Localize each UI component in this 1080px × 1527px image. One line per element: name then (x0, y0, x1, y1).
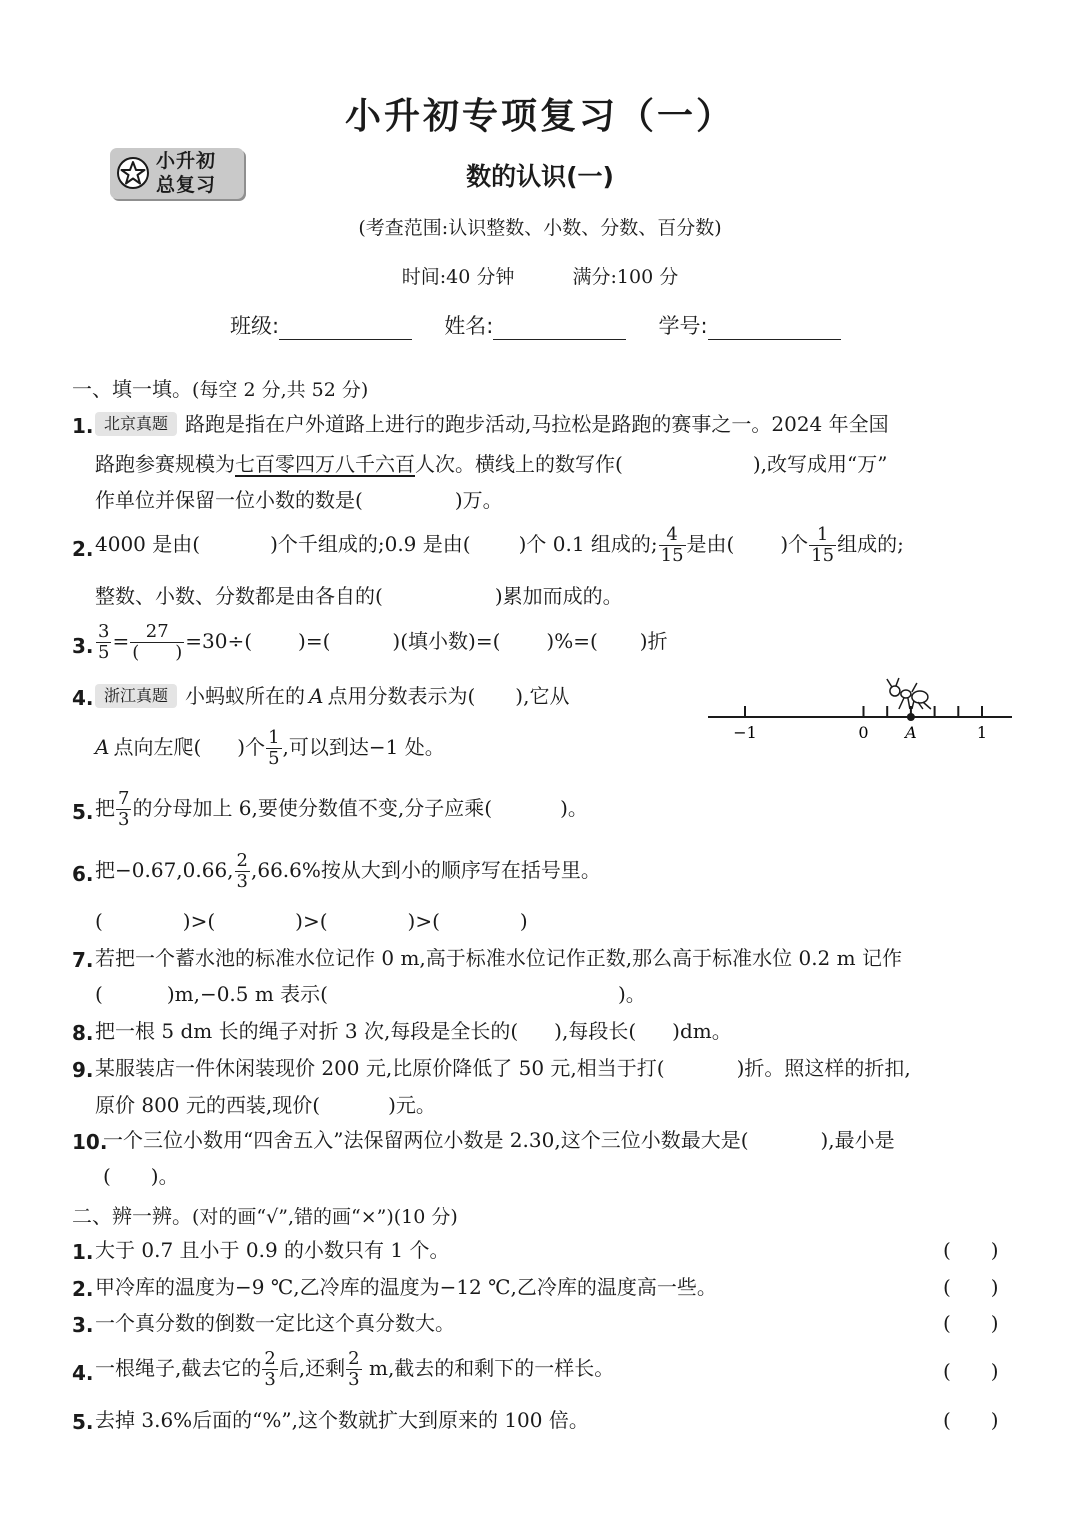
q10-line-2[interactable]: ( )。 (103, 1164, 179, 1188)
q3-text-2: )=( (298, 629, 331, 653)
judge-4-number: 4. (72, 1361, 94, 1385)
q5-text-1: 把 (95, 796, 115, 820)
judge-4-text-3: m,截去的和剩下的一样长。 (362, 1356, 615, 1380)
q3-equals: = (112, 629, 130, 653)
judge-5-answer[interactable]: ( ) (943, 1408, 999, 1432)
q5-number: 5. (72, 800, 94, 824)
judge-4-frac1-num: 2 (264, 1348, 276, 1369)
page-title: 小升初专项复习（一） (344, 96, 735, 137)
q8-line (95, 1013, 732, 1049)
q10-number: 10. (72, 1130, 108, 1154)
section-1-heading (72, 373, 368, 402)
q6-answer-line[interactable]: ( )>( )>( )>( ) (95, 909, 528, 933)
name-label: 姓名: (444, 314, 494, 338)
q6-frac-num: 2 (236, 850, 248, 871)
q6-text-2: ,66.6%按从大到小的顺序写在括号里。 (251, 858, 601, 882)
q8-number: 8. (72, 1021, 94, 1045)
q3-line (95, 622, 668, 663)
q9-line-1 (95, 1050, 911, 1086)
q2-number: 2. (72, 537, 94, 561)
q9-number: 9. (72, 1058, 94, 1082)
judge-1-number: 1. (72, 1240, 94, 1264)
q3-fraction-27 (130, 622, 184, 663)
judge-4-answer[interactable]: ( ) (943, 1359, 999, 1383)
q2-text-1: 4000 是由( (95, 532, 201, 556)
judge-1-text: 大于 0.7 且小于 0.9 的小数只有 1 个。 (95, 1238, 450, 1262)
q2-line-2 (95, 578, 623, 614)
judge-2-text: 甲冷库的温度为−9 ℃,乙冷库的温度为−12 ℃,乙冷库的温度高一些。 (95, 1275, 717, 1299)
section-1-note: (每空 2 分,共 52 分) (192, 379, 369, 401)
section-1-title: 一、填一填。 (72, 377, 192, 401)
judge-2-number: 2. (72, 1277, 94, 1301)
q3-frac2-den[interactable]: ( ) (132, 642, 183, 663)
q7-text-1: ( (95, 982, 103, 1006)
q2-text-8: )累加而成的。 (494, 584, 623, 608)
q6-number: 6. (72, 862, 94, 886)
badge-line-1: 小升初 (156, 150, 217, 172)
q10-text-2: ),最小是 (820, 1128, 895, 1152)
q8-text-3: )dm。 (672, 1019, 732, 1043)
q7-line-1: 若把一个蓄水池的标准水位记作 0 m,高于标准水位记作正数,那么高于标准水位 0.2 m 记作 (95, 946, 902, 970)
q2-fraction-1-15 (809, 525, 836, 566)
q2-fraction-4-15 (659, 525, 686, 566)
time-limit: 时间:40 分钟 (401, 266, 515, 288)
exam-scope: (考查范围:认识整数、小数、分数、百分数) (358, 217, 722, 239)
q1-tag: 北京真题 (95, 412, 177, 436)
q2-text-3: )个 0.1 组成的; (518, 532, 658, 556)
q2-frac1-den: 15 (660, 545, 684, 566)
q4-point-a-2: A (95, 735, 110, 759)
q2-line-1 (95, 525, 904, 566)
q1-line-1 (95, 406, 889, 442)
q6-text-1: 把−0.67,0.66, (95, 858, 234, 882)
judge-1-answer[interactable]: ( ) (943, 1238, 999, 1262)
judge-5-number: 5. (72, 1410, 94, 1434)
q1-text-2a: 路跑参赛规模为 (95, 452, 235, 476)
judge-3-answer[interactable]: ( ) (943, 1311, 999, 1335)
q3-frac2-num: 27 (130, 622, 184, 643)
judge-4-frac1-den: 3 (264, 1369, 276, 1390)
label-1: 1 (976, 723, 988, 742)
q2-text-7: 整数、小数、分数都是由各自的( (95, 584, 383, 608)
q3-text-5: )折 (639, 629, 668, 653)
page-subtitle: 数的认识(一) (466, 162, 614, 191)
judge-4-text (95, 1349, 614, 1390)
q6-line-1 (95, 851, 601, 892)
label-a: A (905, 723, 917, 742)
q2-text-6: 组成的; (837, 532, 904, 556)
q1-text-1: 路跑是指在户外道路上进行的跑步活动,马拉松是路跑的赛事之一。2024 年全国 (185, 412, 889, 436)
judge-3-number: 3. (72, 1313, 94, 1337)
q4-fraction-1-5 (266, 728, 281, 769)
q7-text-3: )。 (617, 982, 646, 1006)
q9-line-2 (95, 1087, 436, 1123)
q4-frac-num: 1 (268, 727, 280, 748)
q1-line-2 (95, 446, 887, 482)
q8-text-2: ),每段长( (554, 1019, 637, 1043)
judge-4-fraction-1 (262, 1349, 277, 1390)
q8-text-1: 把一根 5 dm 长的绳子对折 3 次,每段是全长的( (95, 1019, 519, 1043)
q3-fraction-3-5 (96, 622, 111, 663)
label-0: 0 (858, 723, 869, 742)
q1-text-2c: ),改写成用“万” (752, 452, 888, 476)
q2-frac1-num: 4 (659, 525, 686, 546)
class-field[interactable] (279, 317, 412, 340)
q4-text-6: ,可以到达−1 处。 (282, 735, 445, 759)
q2-frac2-den: 15 (811, 545, 835, 566)
q9-text-1: 某服装店一件休闲装现价 200 元,比原价降低了 50 元,相当于打( (95, 1056, 665, 1080)
name-field[interactable] (493, 317, 626, 340)
q7-number: 7. (72, 948, 94, 972)
q4-text-5: )个 (237, 735, 266, 759)
q4-text-3: ),它从 (515, 684, 570, 708)
q5-text-2: 的分母加上 6,要使分数值不变,分子应乘( (132, 796, 493, 820)
q10-text-1: 一个三位小数用“四舍五入”法保留两位小数是 2.30,这个三位小数最大是( (103, 1128, 749, 1152)
q4-frac-den: 5 (268, 748, 280, 769)
q4-text-4: 点向左爬( (113, 735, 202, 759)
q3-number: 3. (72, 634, 94, 658)
q6-fraction-2-3 (235, 851, 250, 892)
q4-line-1 (95, 678, 569, 714)
judge-4-text-2: 后,还剩 (278, 1356, 346, 1380)
judge-4-frac2-num: 2 (348, 1348, 360, 1369)
judge-3-text: 一个真分数的倒数一定比这个真分数大。 (95, 1311, 455, 1335)
q1-number: 1. (72, 414, 94, 438)
q7-text-2: )m,−0.5 m 表示( (166, 982, 328, 1006)
judge-4-text-1: 一根绳子,截去它的 (95, 1356, 262, 1380)
q3-text-4: )%=( (546, 629, 598, 653)
student-info (230, 310, 841, 340)
q3-frac1-num: 3 (98, 621, 110, 642)
q3-text-1: =30÷( (185, 629, 253, 653)
q5-fraction-7-3 (116, 789, 131, 830)
q1-line-3 (95, 482, 503, 518)
q3-frac1-den: 5 (98, 642, 110, 663)
q9-text-2: )折。照这样的折扣, (736, 1056, 911, 1080)
section-2-heading (72, 1200, 458, 1229)
judge-4-frac2-den: 3 (348, 1369, 360, 1390)
q1-text-3b: )万。 (454, 488, 503, 512)
q4-point-a: A (309, 684, 324, 708)
q1-underlined-number: 七百零四万八千六百 (235, 452, 415, 476)
q10-line-1 (103, 1122, 895, 1158)
q5-frac-den: 3 (118, 809, 130, 830)
label-minus-1: −1 (733, 723, 757, 742)
badge-line-2: 总复习 (156, 174, 217, 196)
exam-meta (0, 262, 1080, 289)
q4-line-2 (95, 728, 445, 769)
judge-2-answer[interactable]: ( ) (943, 1275, 999, 1299)
q5-line (95, 789, 588, 830)
judge-4-fraction-2 (346, 1349, 361, 1390)
ant-icon (887, 678, 931, 709)
student-id-label: 学号: (658, 314, 708, 338)
q2-frac2-num: 1 (809, 525, 836, 546)
q3-text-3: )(填小数)=( (392, 629, 501, 653)
section-2-note: (对的画“√”,错的画“×”)(10 分) (192, 1206, 458, 1228)
class-label: 班级: (230, 314, 280, 338)
q4-number: 4. (72, 686, 94, 710)
judge-5-text: 去掉 3.6%后面的“%”,这个数就扩大到原来的 100 倍。 (95, 1408, 589, 1432)
q7-line-2 (95, 976, 646, 1012)
full-score: 满分:100 分 (572, 266, 679, 288)
q2-text-2: )个千组成的;0.9 是由( (270, 532, 471, 556)
q2-text-5: )个 (780, 532, 809, 556)
section-2-title: 二、辨一辨。 (72, 1204, 192, 1228)
q9-text-4: )元。 (388, 1093, 436, 1117)
q4-text-1: 小蚂蚁所在的 (185, 684, 306, 708)
point-a-marker (907, 713, 915, 721)
number-line (700, 676, 1020, 748)
q1-text-3a: 作单位并保留一位小数的数是( (95, 488, 363, 512)
q9-text-3: 原价 800 元的西装,现价( (95, 1093, 321, 1117)
q5-text-3: )。 (560, 796, 588, 820)
student-id-field[interactable] (708, 317, 841, 340)
q1-text-2b: 人次。横线上的数写作( (415, 452, 623, 476)
q6-frac-den: 3 (236, 871, 248, 892)
q2-text-4: 是由( (686, 532, 735, 556)
q4-tag: 浙江真题 (95, 684, 177, 708)
q5-frac-num: 7 (118, 788, 130, 809)
q4-text-2: 点用分数表示为( (327, 684, 476, 708)
